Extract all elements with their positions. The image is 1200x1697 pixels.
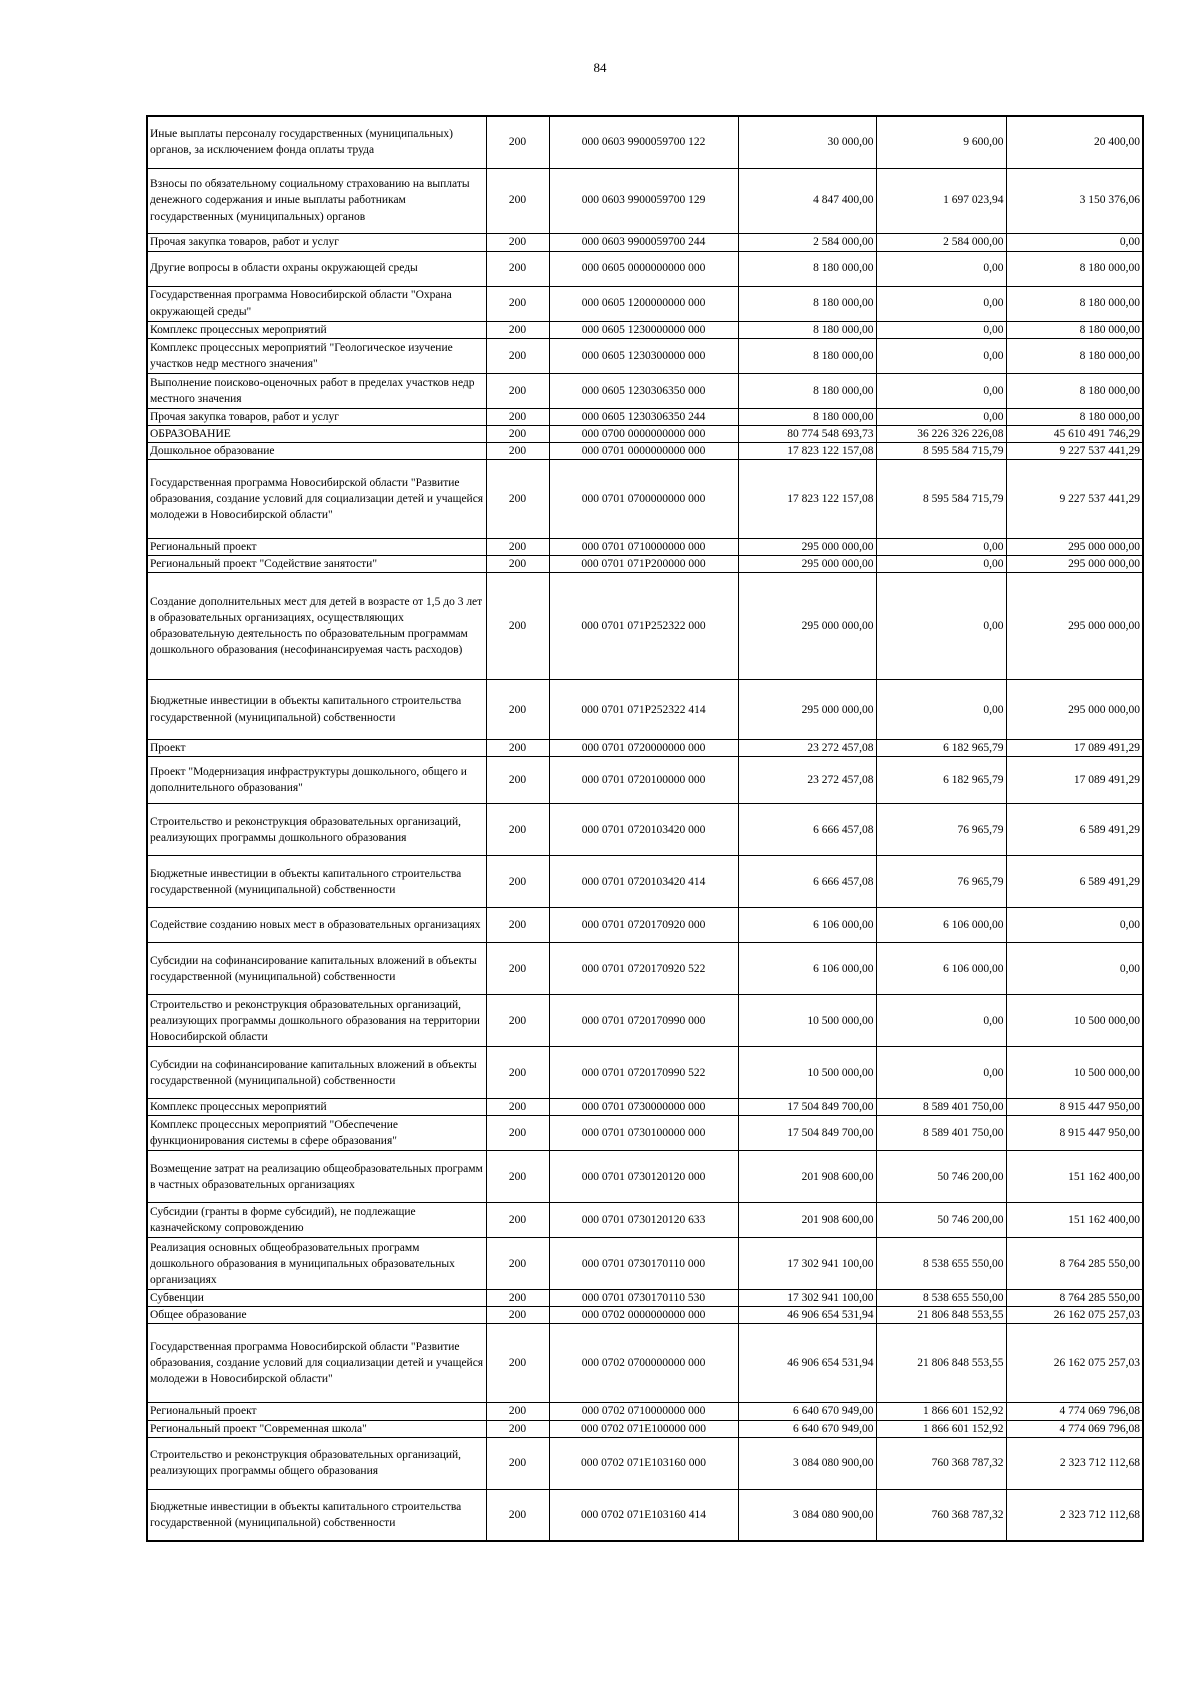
row-admin-code: 200: [486, 1420, 549, 1437]
row-admin-code: 200: [486, 1151, 549, 1203]
row-total: 6 106 000,00: [738, 943, 876, 995]
table-row: [147, 442, 1143, 459]
table-row: [147, 1489, 1143, 1541]
row-total: 6 106 000,00: [738, 908, 876, 943]
table-row: [147, 1290, 1143, 1307]
row-budget-code: 000 0701 0720170990 000: [549, 995, 738, 1047]
row-remaining: 8 180 000,00: [1006, 321, 1143, 338]
row-name: Содействие созданию новых мест в образовательных организациях: [147, 908, 486, 943]
row-budget-code: 000 0701 0720000000 000: [549, 740, 738, 757]
row-name: Проект: [147, 740, 486, 757]
table-row: [147, 908, 1143, 943]
row-name: Выполнение поисково-оценочных работ в пределах участков недр местного значения: [147, 373, 486, 408]
row-name: Государственная программа Новосибирской области "Развитие образования, создание условий для социализации детей и учащейся молодежи в Новосибирской области": [147, 1324, 486, 1403]
table-row: [147, 116, 1143, 168]
row-name: Прочая закупка товаров, работ и услуг: [147, 408, 486, 425]
row-admin-code: 200: [486, 1238, 549, 1290]
row-budget-code: 000 0702 071E103160 414: [549, 1489, 738, 1541]
row-admin-code: 200: [486, 538, 549, 555]
row-budget-code: 000 0701 0720170920 000: [549, 908, 738, 943]
row-remaining: 8 180 000,00: [1006, 338, 1143, 373]
row-budget-code: 000 0701 0720170990 522: [549, 1047, 738, 1099]
row-remaining: 3 150 376,06: [1006, 168, 1143, 233]
row-remaining: 0,00: [1006, 943, 1143, 995]
row-name: Создание дополнительных мест для детей в возрасте от 1,5 до 3 лет в образовательных организациях, осуществляющих образовательную деятельность по образовательным программам дошкольного образования (несофинансируемая часть расходов): [147, 573, 486, 680]
row-remaining: 0,00: [1006, 908, 1143, 943]
row-name: Дошкольное образование: [147, 442, 486, 459]
row-total: 8 180 000,00: [738, 321, 876, 338]
row-admin-code: 200: [486, 1403, 549, 1420]
row-executed: 6 106 000,00: [876, 943, 1006, 995]
row-name: Прочая закупка товаров, работ и услуг: [147, 233, 486, 251]
row-executed: 0,00: [876, 251, 1006, 286]
row-budget-code: 000 0701 071P200000 000: [549, 555, 738, 572]
row-executed: 0,00: [876, 373, 1006, 408]
row-budget-code: 000 0701 0730120120 633: [549, 1203, 738, 1238]
row-total: 295 000 000,00: [738, 573, 876, 680]
row-budget-code: 000 0701 0720170920 522: [549, 943, 738, 995]
row-remaining: 10 500 000,00: [1006, 1047, 1143, 1099]
row-executed: 0,00: [876, 408, 1006, 425]
row-name: Строительство и реконструкция образовательных организаций, реализующих программы дошкольного образования на территории Новосибирской области: [147, 995, 486, 1047]
table-row: [147, 1307, 1143, 1324]
row-total: 23 272 457,08: [738, 757, 876, 804]
row-name: Иные выплаты персоналу государственных (муниципальных) органов, за исключением фонда оплаты труда: [147, 116, 486, 168]
row-executed: 36 226 326 226,08: [876, 425, 1006, 442]
row-total: 8 180 000,00: [738, 338, 876, 373]
row-admin-code: 200: [486, 459, 549, 538]
row-admin-code: 200: [486, 573, 549, 680]
row-executed: 8 538 655 550,00: [876, 1290, 1006, 1307]
row-budget-code: 000 0701 071P252322 414: [549, 680, 738, 740]
row-total: 30 000,00: [738, 116, 876, 168]
table-row: [147, 573, 1143, 680]
row-total: 295 000 000,00: [738, 538, 876, 555]
row-remaining: 20 400,00: [1006, 116, 1143, 168]
table-row: [147, 856, 1143, 908]
row-admin-code: 200: [486, 1324, 549, 1403]
row-budget-code: 000 0605 1230306350 000: [549, 373, 738, 408]
row-remaining: 2 323 712 112,68: [1006, 1489, 1143, 1541]
row-name: Региональный проект "Современная школа": [147, 1420, 486, 1437]
row-executed: 0,00: [876, 680, 1006, 740]
row-budget-code: 000 0603 9900059700 244: [549, 233, 738, 251]
row-remaining: 151 162 400,00: [1006, 1151, 1143, 1203]
row-name: Региональный проект: [147, 1403, 486, 1420]
table-row: [147, 555, 1143, 572]
row-executed: 8 538 655 550,00: [876, 1238, 1006, 1290]
row-remaining: 8 764 285 550,00: [1006, 1238, 1143, 1290]
row-total: 2 584 000,00: [738, 233, 876, 251]
table-row: [147, 943, 1143, 995]
table-row: [147, 1151, 1143, 1203]
row-budget-code: 000 0701 0720103420 414: [549, 856, 738, 908]
row-executed: 0,00: [876, 995, 1006, 1047]
row-executed: 21 806 848 553,55: [876, 1324, 1006, 1403]
row-admin-code: 200: [486, 321, 549, 338]
row-executed: 0,00: [876, 538, 1006, 555]
row-admin-code: 200: [486, 804, 549, 856]
table-body: [147, 116, 1143, 1541]
row-total: 295 000 000,00: [738, 555, 876, 572]
row-total: 3 084 080 900,00: [738, 1489, 876, 1541]
row-admin-code: 200: [486, 338, 549, 373]
row-name: Другие вопросы в области охраны окружающей среды: [147, 251, 486, 286]
table-row: [147, 680, 1143, 740]
row-executed: 0,00: [876, 321, 1006, 338]
row-budget-code: 000 0702 071E100000 000: [549, 1420, 738, 1437]
row-admin-code: 200: [486, 1437, 549, 1489]
row-budget-code: 000 0701 0730000000 000: [549, 1099, 738, 1116]
table-row: [147, 1238, 1143, 1290]
row-budget-code: 000 0701 0730100000 000: [549, 1116, 738, 1151]
row-remaining: 9 227 537 441,29: [1006, 442, 1143, 459]
row-total: 10 500 000,00: [738, 995, 876, 1047]
row-budget-code: 000 0701 071P252322 000: [549, 573, 738, 680]
budget-execution-table: [146, 115, 1144, 1542]
row-budget-code: 000 0605 0000000000 000: [549, 251, 738, 286]
row-name: ОБРАЗОВАНИЕ: [147, 425, 486, 442]
row-remaining: 151 162 400,00: [1006, 1203, 1143, 1238]
row-budget-code: 000 0605 1230306350 244: [549, 408, 738, 425]
row-total: 80 774 548 693,73: [738, 425, 876, 442]
row-total: 17 504 849 700,00: [738, 1116, 876, 1151]
row-total: 8 180 000,00: [738, 251, 876, 286]
table-row: [147, 1403, 1143, 1420]
row-total: 6 640 670 949,00: [738, 1403, 876, 1420]
row-executed: 50 746 200,00: [876, 1203, 1006, 1238]
row-total: 4 847 400,00: [738, 168, 876, 233]
row-executed: 760 368 787,32: [876, 1489, 1006, 1541]
row-total: 46 906 654 531,94: [738, 1324, 876, 1403]
row-remaining: 8 915 447 950,00: [1006, 1116, 1143, 1151]
row-remaining: 295 000 000,00: [1006, 573, 1143, 680]
table-row: [147, 1047, 1143, 1099]
row-total: 17 302 941 100,00: [738, 1290, 876, 1307]
row-remaining: 10 500 000,00: [1006, 995, 1143, 1047]
row-admin-code: 200: [486, 1489, 549, 1541]
table-row: [147, 538, 1143, 555]
row-budget-code: 000 0701 0720100000 000: [549, 757, 738, 804]
row-remaining: 4 774 069 796,08: [1006, 1403, 1143, 1420]
table-row: [147, 740, 1143, 757]
row-executed: 8 595 584 715,79: [876, 459, 1006, 538]
row-total: 6 666 457,08: [738, 856, 876, 908]
row-admin-code: 200: [486, 1099, 549, 1116]
row-total: 8 180 000,00: [738, 408, 876, 425]
row-executed: 76 965,79: [876, 856, 1006, 908]
row-budget-code: 000 0701 0720103420 000: [549, 804, 738, 856]
row-executed: 6 182 965,79: [876, 740, 1006, 757]
row-remaining: 45 610 491 746,29: [1006, 425, 1143, 442]
row-budget-code: 000 0702 0710000000 000: [549, 1403, 738, 1420]
row-total: 295 000 000,00: [738, 680, 876, 740]
row-name: Возмещение затрат на реализацию общеобразовательных программ в частных образовательных организациях: [147, 1151, 486, 1203]
table-row: [147, 459, 1143, 538]
row-executed: 76 965,79: [876, 804, 1006, 856]
row-executed: 6 182 965,79: [876, 757, 1006, 804]
row-total: 46 906 654 531,94: [738, 1307, 876, 1324]
row-budget-code: 000 0605 1200000000 000: [549, 286, 738, 321]
table-row: [147, 1324, 1143, 1403]
row-budget-code: 000 0603 9900059700 129: [549, 168, 738, 233]
row-name: Бюджетные инвестиции в объекты капитального строительства государственной (муниципальной) собственности: [147, 680, 486, 740]
row-name: Комплекс процессных мероприятий "Геологическое изучение участков недр местного значения": [147, 338, 486, 373]
row-name: Региональный проект "Содействие занятости": [147, 555, 486, 572]
row-remaining: 9 227 537 441,29: [1006, 459, 1143, 538]
row-budget-code: 000 0702 0000000000 000: [549, 1307, 738, 1324]
row-remaining: 8 180 000,00: [1006, 373, 1143, 408]
row-executed: 8 589 401 750,00: [876, 1116, 1006, 1151]
row-executed: 0,00: [876, 555, 1006, 572]
row-executed: 0,00: [876, 1047, 1006, 1099]
row-name: Государственная программа Новосибирской области "Развитие образования, создание условий для социализации детей и учащейся молодежи в Новосибирской области": [147, 459, 486, 538]
row-name: Региональный проект: [147, 538, 486, 555]
row-executed: 1 866 601 152,92: [876, 1403, 1006, 1420]
row-name: Строительство и реконструкция образовательных организаций, реализующих программы общего образования: [147, 1437, 486, 1489]
row-total: 8 180 000,00: [738, 286, 876, 321]
row-admin-code: 200: [486, 425, 549, 442]
row-remaining: 26 162 075 257,03: [1006, 1324, 1143, 1403]
row-name: Государственная программа Новосибирской области "Охрана окружающей среды": [147, 286, 486, 321]
row-budget-code: 000 0603 9900059700 122: [549, 116, 738, 168]
row-admin-code: 200: [486, 943, 549, 995]
row-executed: 0,00: [876, 286, 1006, 321]
row-name: Комплекс процессных мероприятий "Обеспечение функционирования системы в сфере образования": [147, 1116, 486, 1151]
row-executed: 8 589 401 750,00: [876, 1099, 1006, 1116]
table-row: [147, 995, 1143, 1047]
row-remaining: 4 774 069 796,08: [1006, 1420, 1143, 1437]
row-total: 17 823 122 157,08: [738, 442, 876, 459]
row-admin-code: 200: [486, 1290, 549, 1307]
table-row: [147, 1099, 1143, 1116]
row-name: Строительство и реконструкция образовательных организаций, реализующих программы дошкольного образования: [147, 804, 486, 856]
row-remaining: 0,00: [1006, 233, 1143, 251]
row-budget-code: 000 0702 0700000000 000: [549, 1324, 738, 1403]
row-name: Бюджетные инвестиции в объекты капитального строительства государственной (муниципальной) собственности: [147, 856, 486, 908]
row-name: Реализация основных общеобразовательных программ дошкольного образования в муниципальных образовательных организациях: [147, 1238, 486, 1290]
row-budget-code: 000 0701 0000000000 000: [549, 442, 738, 459]
table-row: [147, 1420, 1143, 1437]
table-row: [147, 251, 1143, 286]
row-remaining: 17 089 491,29: [1006, 740, 1143, 757]
row-remaining: 6 589 491,29: [1006, 856, 1143, 908]
row-executed: 9 600,00: [876, 116, 1006, 168]
row-name: Субсидии (гранты в форме субсидий), не подлежащие казначейскому сопровождению: [147, 1203, 486, 1238]
row-executed: 1 866 601 152,92: [876, 1420, 1006, 1437]
row-total: 17 823 122 157,08: [738, 459, 876, 538]
row-name: Субвенции: [147, 1290, 486, 1307]
row-name: Субсидии на софинансирование капитальных вложений в объекты государственной (муниципальной) собственности: [147, 943, 486, 995]
table-row: [147, 168, 1143, 233]
row-remaining: 295 000 000,00: [1006, 538, 1143, 555]
row-admin-code: 200: [486, 995, 549, 1047]
row-name: Комплекс процессных мероприятий: [147, 321, 486, 338]
row-admin-code: 200: [486, 908, 549, 943]
row-budget-code: 000 0701 0710000000 000: [549, 538, 738, 555]
row-name: Взносы по обязательному социальному страхованию на выплаты денежного содержания и иные выплаты работникам государственных (муниципальных) органов: [147, 168, 486, 233]
row-name: Комплекс процессных мероприятий: [147, 1099, 486, 1116]
row-total: 6 666 457,08: [738, 804, 876, 856]
row-executed: 50 746 200,00: [876, 1151, 1006, 1203]
table-row: [147, 425, 1143, 442]
row-executed: 6 106 000,00: [876, 908, 1006, 943]
row-executed: 2 584 000,00: [876, 233, 1006, 251]
table-row: [147, 286, 1143, 321]
row-total: 3 084 080 900,00: [738, 1437, 876, 1489]
row-total: 23 272 457,08: [738, 740, 876, 757]
row-remaining: 8 180 000,00: [1006, 286, 1143, 321]
row-admin-code: 200: [486, 373, 549, 408]
row-total: 10 500 000,00: [738, 1047, 876, 1099]
row-remaining: 8 764 285 550,00: [1006, 1290, 1143, 1307]
row-total: 17 302 941 100,00: [738, 1238, 876, 1290]
table-row: [147, 321, 1143, 338]
row-admin-code: 200: [486, 1116, 549, 1151]
row-admin-code: 200: [486, 286, 549, 321]
row-total: 8 180 000,00: [738, 373, 876, 408]
table-row: [147, 1437, 1143, 1489]
table-row: [147, 233, 1143, 251]
row-name: Проект "Модернизация инфраструктуры дошкольного, общего и дополнительного образования": [147, 757, 486, 804]
row-executed: 0,00: [876, 573, 1006, 680]
row-name: Субсидии на софинансирование капитальных вложений в объекты государственной (муниципальной) собственности: [147, 1047, 486, 1099]
row-admin-code: 200: [486, 555, 549, 572]
row-admin-code: 200: [486, 408, 549, 425]
row-total: 201 908 600,00: [738, 1151, 876, 1203]
table-row: [147, 757, 1143, 804]
row-remaining: 17 089 491,29: [1006, 757, 1143, 804]
row-budget-code: 000 0702 071E103160 000: [549, 1437, 738, 1489]
row-remaining: 295 000 000,00: [1006, 555, 1143, 572]
row-total: 17 504 849 700,00: [738, 1099, 876, 1116]
table-row: [147, 804, 1143, 856]
row-name: Бюджетные инвестиции в объекты капитального строительства государственной (муниципальной) собственности: [147, 1489, 486, 1541]
row-budget-code: 000 0605 1230300000 000: [549, 338, 738, 373]
row-admin-code: 200: [486, 680, 549, 740]
row-name: Общее образование: [147, 1307, 486, 1324]
row-executed: 1 697 023,94: [876, 168, 1006, 233]
table-row: [147, 1203, 1143, 1238]
row-admin-code: 200: [486, 1047, 549, 1099]
row-total: 201 908 600,00: [738, 1203, 876, 1238]
row-executed: 760 368 787,32: [876, 1437, 1006, 1489]
row-executed: 0,00: [876, 338, 1006, 373]
table-row: [147, 373, 1143, 408]
row-remaining: 295 000 000,00: [1006, 680, 1143, 740]
row-budget-code: 000 0700 0000000000 000: [549, 425, 738, 442]
table-row: [147, 408, 1143, 425]
row-remaining: 8 915 447 950,00: [1006, 1099, 1143, 1116]
row-executed: 21 806 848 553,55: [876, 1307, 1006, 1324]
row-remaining: 8 180 000,00: [1006, 251, 1143, 286]
row-remaining: 26 162 075 257,03: [1006, 1307, 1143, 1324]
row-admin-code: 200: [486, 1307, 549, 1324]
row-budget-code: 000 0701 0730120120 000: [549, 1151, 738, 1203]
row-admin-code: 200: [486, 442, 549, 459]
page-number: 84: [593, 60, 607, 75]
row-admin-code: 200: [486, 168, 549, 233]
row-admin-code: 200: [486, 1203, 549, 1238]
row-budget-code: 000 0701 0730170110 530: [549, 1290, 738, 1307]
row-remaining: 6 589 491,29: [1006, 804, 1143, 856]
row-budget-code: 000 0701 0700000000 000: [549, 459, 738, 538]
row-budget-code: 000 0605 1230000000 000: [549, 321, 738, 338]
row-admin-code: 200: [486, 856, 549, 908]
row-executed: 8 595 584 715,79: [876, 442, 1006, 459]
row-remaining: 2 323 712 112,68: [1006, 1437, 1143, 1489]
row-admin-code: 200: [486, 757, 549, 804]
table-row: [147, 338, 1143, 373]
row-admin-code: 200: [486, 116, 549, 168]
row-admin-code: 200: [486, 740, 549, 757]
table-row: [147, 1116, 1143, 1151]
row-admin-code: 200: [486, 233, 549, 251]
row-total: 6 640 670 949,00: [738, 1420, 876, 1437]
row-remaining: 8 180 000,00: [1006, 408, 1143, 425]
row-admin-code: 200: [486, 251, 549, 286]
row-budget-code: 000 0701 0730170110 000: [549, 1238, 738, 1290]
